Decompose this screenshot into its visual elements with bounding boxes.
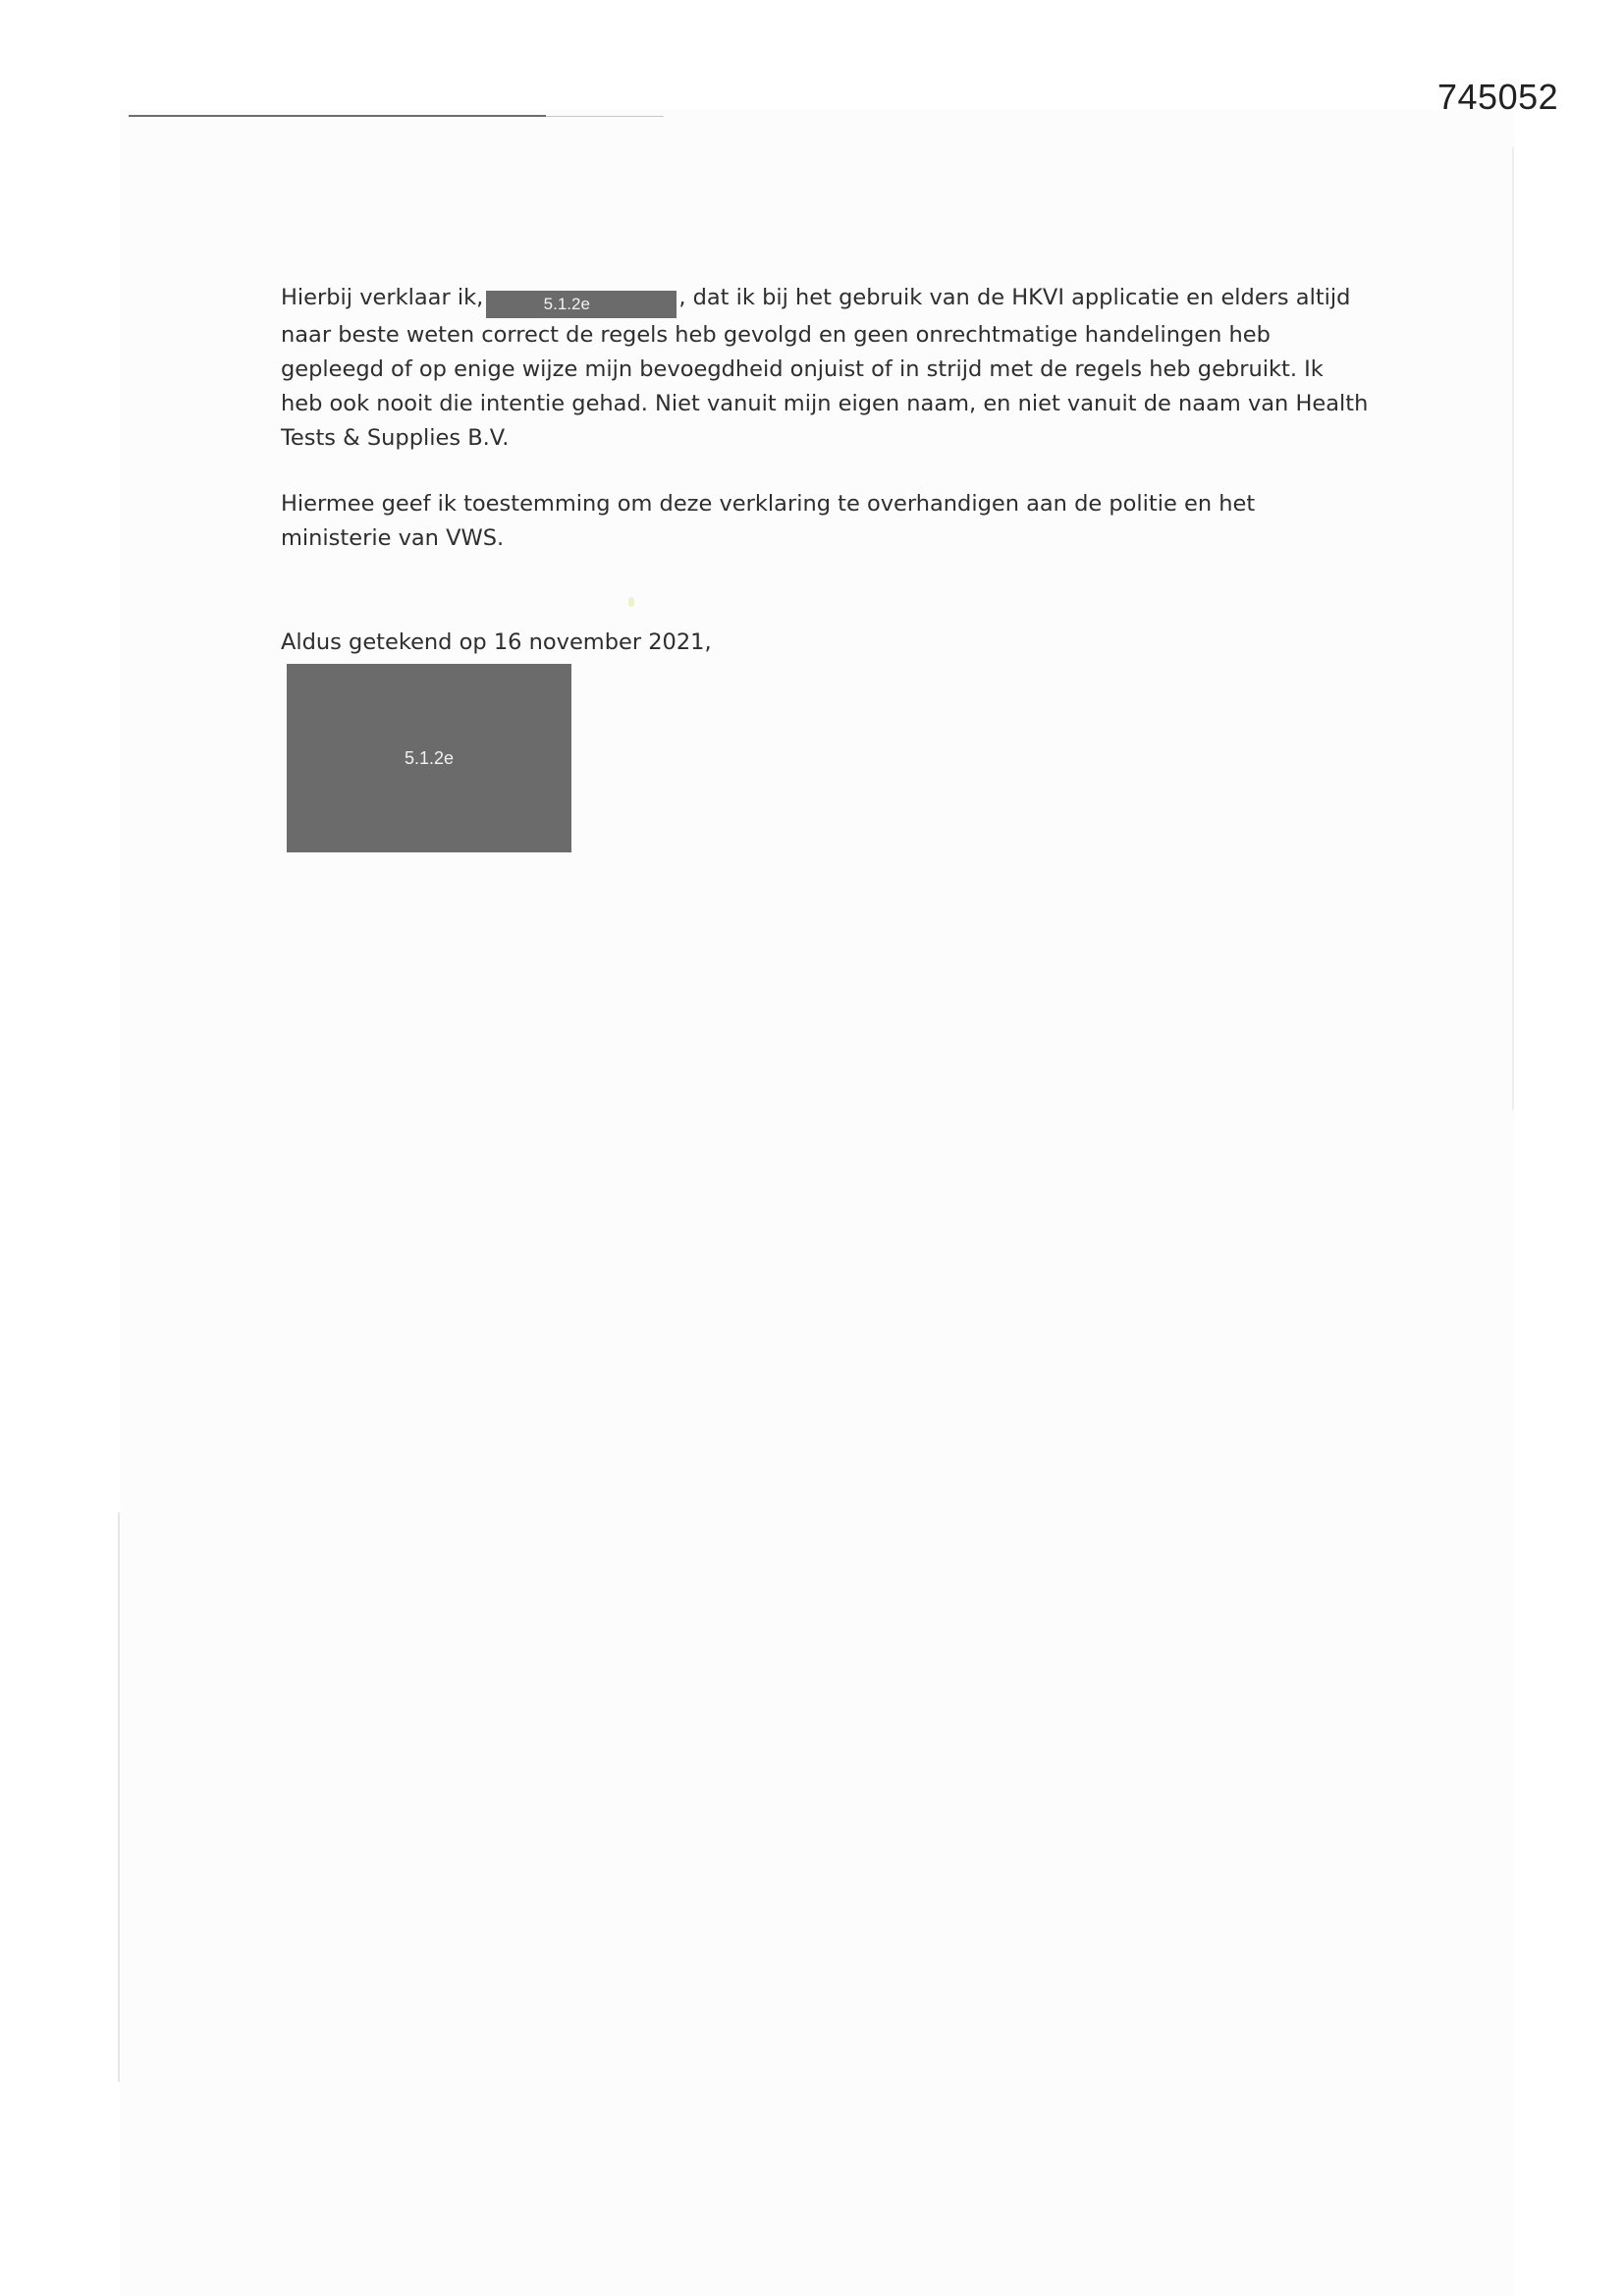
scan-speck bbox=[628, 597, 634, 607]
scan-edge-left bbox=[118, 1512, 120, 2082]
signed-date-line: Aldus getekend op 16 november 2021, bbox=[281, 629, 712, 655]
consent-paragraph: Hiermee geef ik toestemming om deze verklaring te overhandigen aan de politie en het ministerie van VWS. bbox=[281, 491, 1256, 551]
scan-edge-right bbox=[1512, 147, 1514, 1110]
name-redaction: 5.1.2e bbox=[486, 291, 677, 318]
header-rule bbox=[129, 115, 546, 117]
statement-paragraph bbox=[281, 281, 1371, 456]
header-rule-faint bbox=[546, 116, 664, 117]
statement-lead-text: Hierbij verklaar ik, bbox=[281, 285, 484, 310]
document-number: 745052 bbox=[1437, 77, 1559, 117]
signature-redaction bbox=[287, 664, 571, 852]
signature-redaction-label: 5.1.2e bbox=[404, 747, 455, 768]
statement-body-text: , dat ik bij het gebruik van de HKVI applicatie en elders altijd naar beste weten correct de regels heb gevolgd en geen onrechtmatige handelingen heb gepleegd of op enige wijze mijn bevoegdheid onjuist of in strijd met de regels heb gebruikt. Ik heb ook nooit die intentie gehad. Niet vanuit mijn eigen naam, en niet vanuit de naam van Health Tests & Supplies B.V. bbox=[281, 285, 1369, 451]
